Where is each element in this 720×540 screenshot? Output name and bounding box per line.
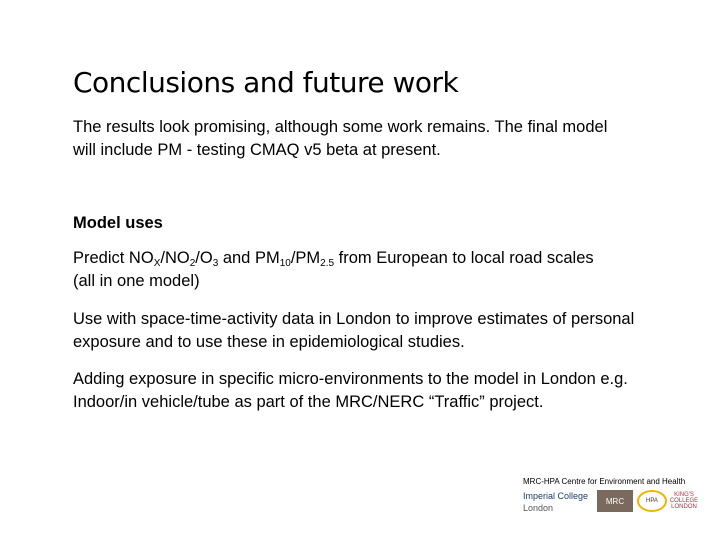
imperial-logo: Imperial College London	[523, 491, 589, 513]
hpa-logo: HPA	[637, 490, 667, 512]
slide-title: Conclusions and future work	[73, 66, 459, 99]
kings-logo: KING'S COLLEGE LONDON	[669, 492, 699, 510]
intro-text: The results look promising, although some work remains. The final model will include PM - testing CMAQ v5 beta at present.	[73, 118, 608, 159]
mrc-logo: MRC	[597, 490, 633, 512]
model-use-3: Adding exposure in specific micro-environments to the model in London e.g. Indoor/in vehicle/tube as part of the MRC/NERC “Traffic” project.	[73, 370, 628, 411]
section-heading: Model uses	[73, 214, 163, 232]
model-use-1: Predict $NO_X/NO_2/O_3$ and $PM_{10}/PM_{2.5}$ from European to local road scales (all in one model)	[73, 249, 594, 290]
centre-name: MRC-HPA Centre for Environment and Health	[523, 477, 686, 486]
model-use-2: Use with space-time-activity data in London to improve estimates of personal exposure and to use these in epidemiological studies.	[73, 310, 635, 351]
